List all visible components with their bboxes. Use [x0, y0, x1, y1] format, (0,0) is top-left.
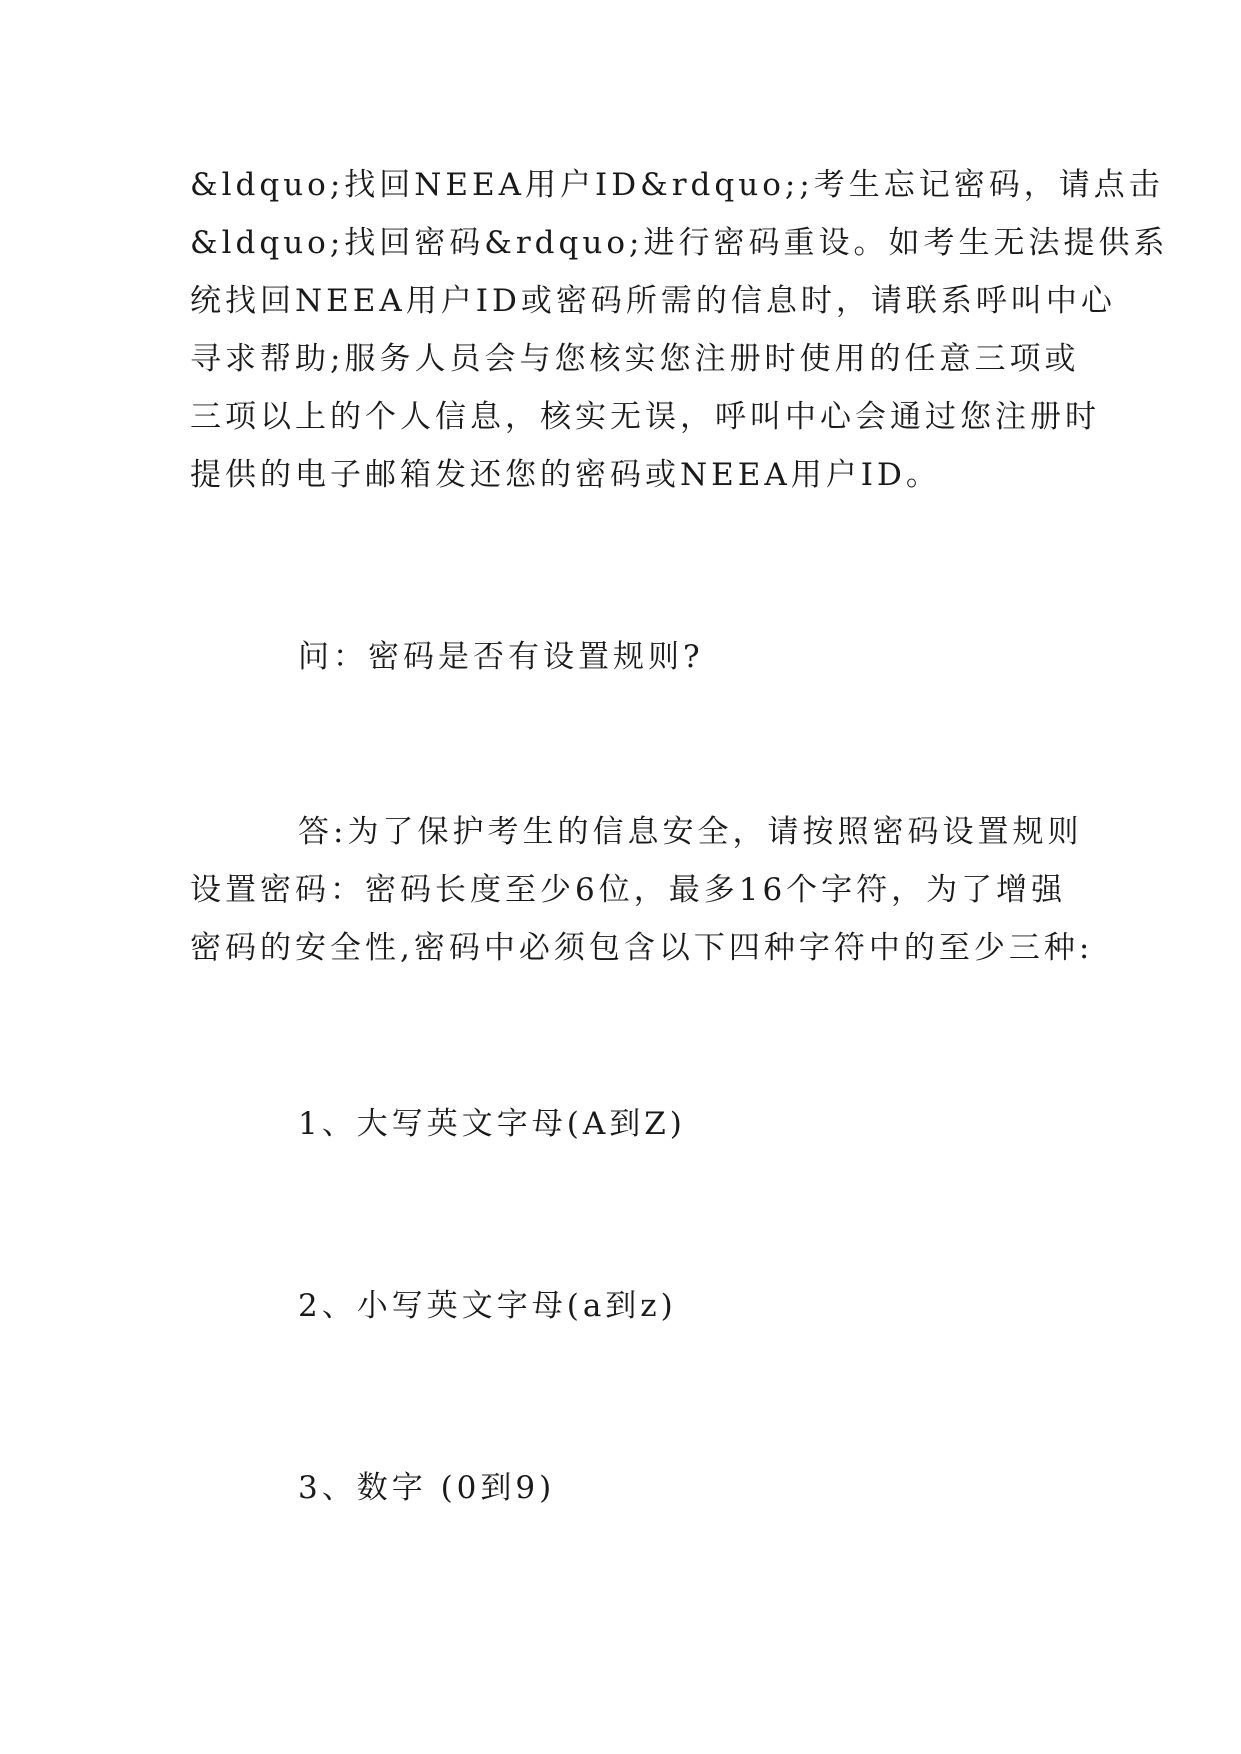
paragraph-line: 提供的电子邮箱发还您的密码或NEEA用户ID。: [190, 457, 941, 493]
list-item-text: 2、小写英文字母(a到z): [298, 1288, 677, 1324]
paragraph-line: 统找回NEEA用户ID或密码所需的信息时，请联系呼叫中心: [190, 283, 1116, 319]
list-item-text: 3、数字 (0到9): [298, 1470, 556, 1506]
answer-line: 密码的安全性,密码中必须包含以下四种字符中的至少三种:: [190, 930, 1094, 966]
question-text: 问：密码是否有设置规则?: [298, 639, 704, 675]
paragraph-line: &ldquo;找回密码&rdquo;进行密码重设。如考生无法提供系: [190, 225, 1169, 261]
answer-line: 设置密码：密码长度至少6位，最多16个字符，为了增强: [190, 872, 1067, 908]
paragraph-line: 三项以上的个人信息，核实无误，呼叫中心会通过您注册时: [190, 399, 1100, 435]
list-item-uppercase: [298, 1095, 1163, 1153]
answer-line: 答:为了保护考生的信息安全，请按照密码设置规则: [298, 814, 1083, 850]
list-item-digits: [298, 1459, 1163, 1517]
list-item-text: 1、大写英文字母(A到Z): [298, 1106, 686, 1142]
list-item-lowercase: [298, 1277, 1163, 1335]
answer-paragraph: [190, 803, 1094, 977]
question-heading: [298, 628, 1163, 686]
paragraph-line: &ldquo;找回NEEA用户ID&rdquo;;考生忘记密码，请点击: [190, 167, 1164, 203]
paragraph-line: 寻求帮助;服务人员会与您核实您注册时使用的任意三项或: [190, 341, 1080, 377]
paragraph-recovery-info: [190, 156, 1169, 504]
